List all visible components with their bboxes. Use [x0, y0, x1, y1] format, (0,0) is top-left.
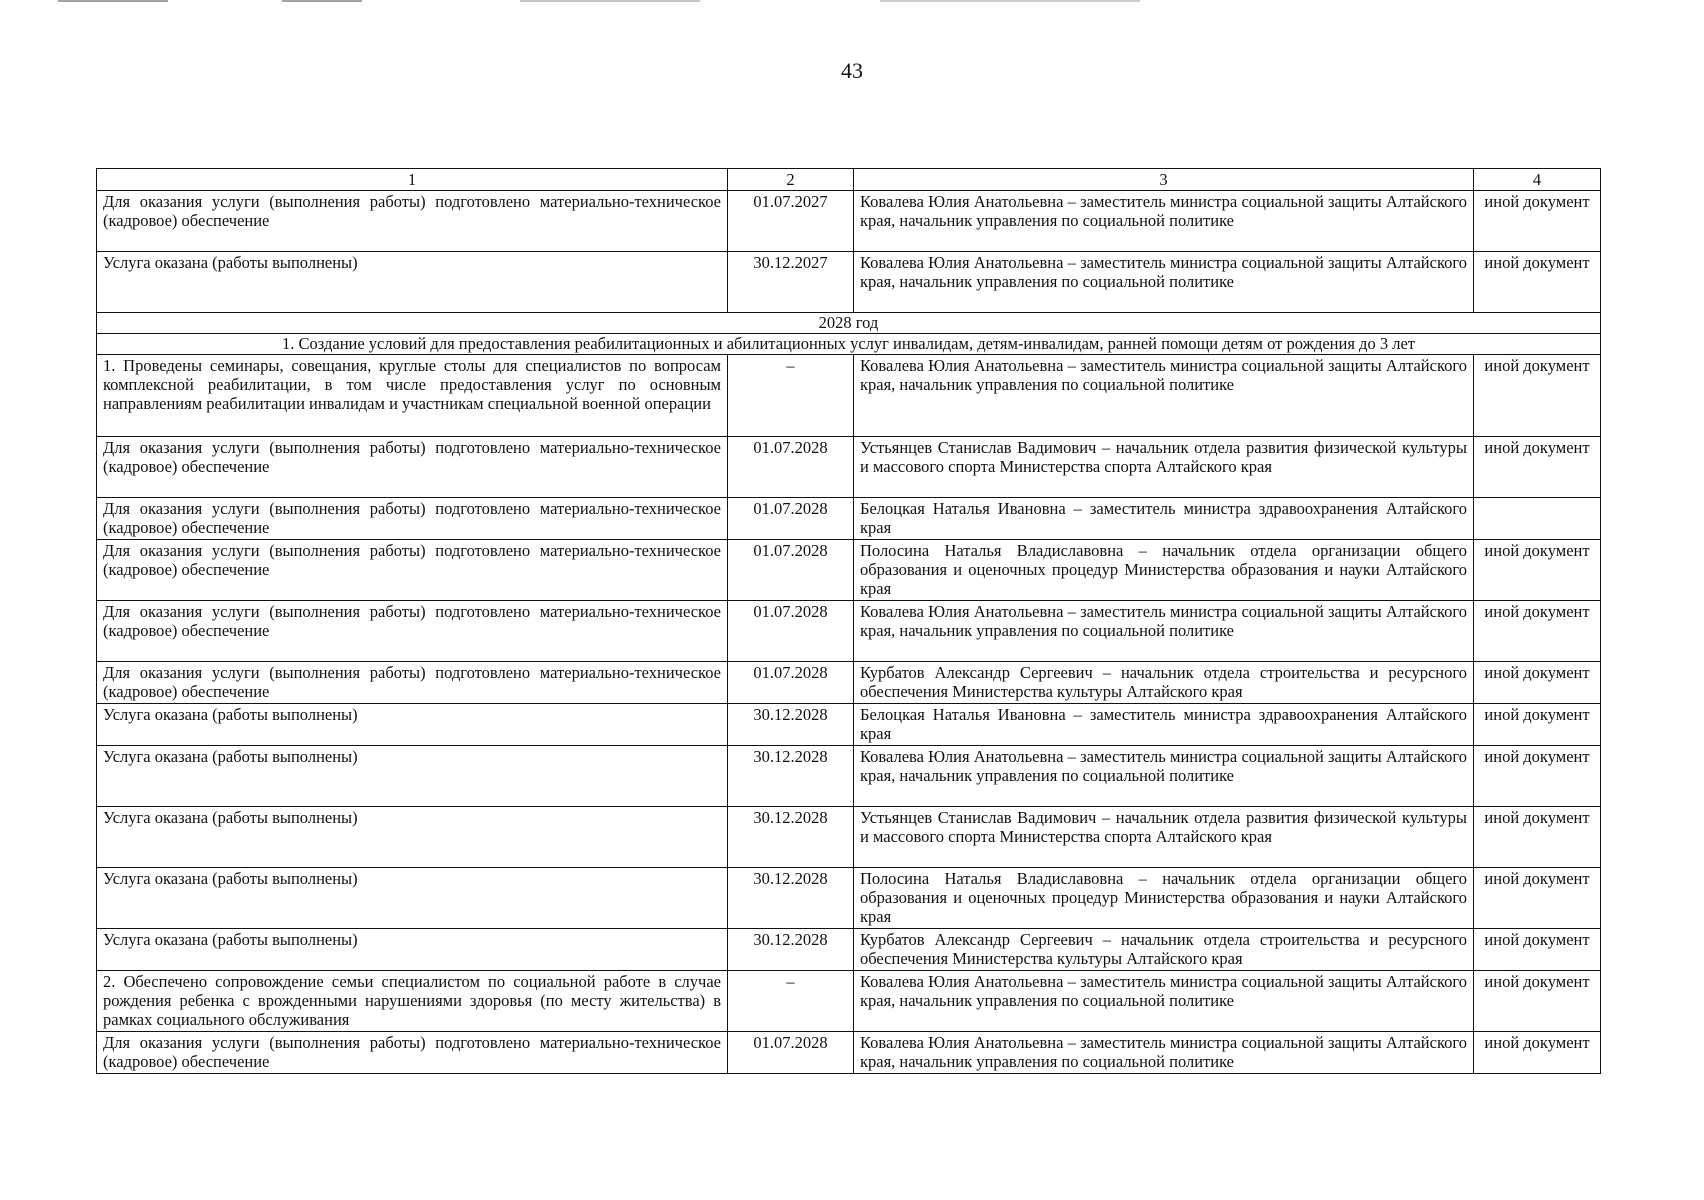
date-cell: 01.07.2028 [728, 540, 854, 601]
document-type-cell: иной документ [1474, 191, 1601, 252]
responsible-cell: Устьянцев Станислав Вадимович – начальник отдела развития физической культуры и массового спорта Министерства спорта Алтайского края [854, 807, 1474, 868]
table-row [97, 191, 1601, 252]
responsible-cell: Полосина Наталья Владиславовна – начальник отдела организации общего образования и оценочных процедур Министерства образования и науки Алтайского края [854, 540, 1474, 601]
table-row [97, 601, 1601, 662]
date-cell: 01.07.2028 [728, 498, 854, 540]
table-row [97, 540, 1601, 601]
responsible-cell: Белоцкая Наталья Ивановна – заместитель министра здравоохранения Алтайского края [854, 498, 1474, 540]
table-row [97, 498, 1601, 540]
date-cell: 30.12.2028 [728, 868, 854, 929]
responsible-cell: Ковалева Юлия Анатольевна – заместитель министра социальной защиты Алтайского края, начальник управления по социальной политике [854, 601, 1474, 662]
column-header-4: 4 [1474, 169, 1601, 191]
responsible-cell: Ковалева Юлия Анатольевна – заместитель министра социальной защиты Алтайского края, начальник управления по социальной политике [854, 1032, 1474, 1074]
responsible-cell: Ковалева Юлия Анатольевна – заместитель министра социальной защиты Алтайского края, начальник управления по социальной политике [854, 355, 1474, 437]
result-cell: Услуга оказана (работы выполнены) [97, 807, 728, 868]
document-type-cell: иной документ [1474, 662, 1601, 704]
section-title: 2028 год [97, 313, 1601, 334]
date-cell: – [728, 971, 854, 1032]
date-cell: 30.12.2028 [728, 929, 854, 971]
table-row [97, 355, 1601, 437]
result-cell: 2. Обеспечено сопровождение семьи специалистом по социальной работе в случае рождения ребенка с врожденными нарушениями здоровья (по месту жительства) в рамках социального обслуживания [97, 971, 728, 1032]
document-type-cell: иной документ [1474, 971, 1601, 1032]
table-row [97, 929, 1601, 971]
responsible-cell: Курбатов Александр Сергеевич – начальник отдела строительства и ресурсного обеспечения Министерства культуры Алтайского края [854, 929, 1474, 971]
document-type-cell: иной документ [1474, 437, 1601, 498]
section-row [97, 334, 1601, 355]
table-header-row [97, 169, 1601, 191]
document-type-cell: иной документ [1474, 929, 1601, 971]
document-type-cell: иной документ [1474, 868, 1601, 929]
responsible-cell: Ковалева Юлия Анатольевна – заместитель министра социальной защиты Алтайского края, начальник управления по социальной политике [854, 252, 1474, 313]
date-cell: 01.07.2028 [728, 662, 854, 704]
table-row [97, 971, 1601, 1032]
responsible-cell: Ковалева Юлия Анатольевна – заместитель министра социальной защиты Алтайского края, начальник управления по социальной политике [854, 971, 1474, 1032]
date-cell: 30.12.2028 [728, 746, 854, 807]
responsible-cell: Полосина Наталья Владиславовна – начальник отдела организации общего образования и оценочных процедур Министерства образования и науки Алтайского края [854, 868, 1474, 929]
date-cell: 30.12.2028 [728, 807, 854, 868]
document-type-cell: иной документ [1474, 1032, 1601, 1074]
document-type-cell: иной документ [1474, 807, 1601, 868]
table-row [97, 437, 1601, 498]
result-cell: Для оказания услуги (выполнения работы) подготовлено материально-техническое (кадровое) обеспечение [97, 1032, 728, 1074]
result-cell: Услуга оказана (работы выполнены) [97, 929, 728, 971]
table-row [97, 807, 1601, 868]
section-row [97, 313, 1601, 334]
table-row [97, 868, 1601, 929]
document-type-cell: иной документ [1474, 704, 1601, 746]
responsible-cell: Белоцкая Наталья Ивановна – заместитель министра здравоохранения Алтайского края [854, 704, 1474, 746]
date-cell: 01.07.2028 [728, 1032, 854, 1074]
plan-table [96, 168, 1601, 1074]
table-row [97, 704, 1601, 746]
date-cell: 30.12.2028 [728, 704, 854, 746]
document-type-cell: иной документ [1474, 540, 1601, 601]
table-row [97, 252, 1601, 313]
result-cell: 1. Проведены семинары, совещания, круглые столы для специалистов по вопросам комплексной реабилитации, в том числе предоставления услуг по основным направлениям реабилитации инвалидам и участникам специальной военной операции [97, 355, 728, 437]
date-cell: 01.07.2028 [728, 437, 854, 498]
result-cell: Для оказания услуги (выполнения работы) подготовлено материально-техническое (кадровое) обеспечение [97, 191, 728, 252]
result-cell: Услуга оказана (работы выполнены) [97, 252, 728, 313]
date-cell: 30.12.2027 [728, 252, 854, 313]
result-cell: Для оказания услуги (выполнения работы) подготовлено материально-техническое (кадровое) обеспечение [97, 540, 728, 601]
date-cell: – [728, 355, 854, 437]
date-cell: 01.07.2027 [728, 191, 854, 252]
result-cell: Для оказания услуги (выполнения работы) подготовлено материально-техническое (кадровое) обеспечение [97, 662, 728, 704]
responsible-cell: Ковалева Юлия Анатольевна – заместитель министра социальной защиты Алтайского края, начальник управления по социальной политике [854, 191, 1474, 252]
result-cell: Услуга оказана (работы выполнены) [97, 868, 728, 929]
section-title: 1. Создание условий для предоставления реабилитационных и абилитационных услуг инвалидам, детям-инвалидам, ранней помощи детям от рождения до 3 лет [97, 334, 1601, 355]
column-header-1: 1 [97, 169, 728, 191]
document-type-cell: иной документ [1474, 252, 1601, 313]
table-row [97, 746, 1601, 807]
date-cell: 01.07.2028 [728, 601, 854, 662]
result-cell: Для оказания услуги (выполнения работы) подготовлено материально-техническое (кадровое) обеспечение [97, 437, 728, 498]
result-cell: Для оказания услуги (выполнения работы) подготовлено материально-техническое (кадровое) обеспечение [97, 601, 728, 662]
page-number: 43 [841, 58, 863, 83]
column-header-3: 3 [854, 169, 1474, 191]
responsible-cell: Курбатов Александр Сергеевич – начальник отдела строительства и ресурсного обеспечения Министерства культуры Алтайского края [854, 662, 1474, 704]
document-type-cell [1474, 498, 1601, 540]
document-type-cell: иной документ [1474, 601, 1601, 662]
result-cell: Услуга оказана (работы выполнены) [97, 746, 728, 807]
table-row [97, 1032, 1601, 1074]
document-type-cell: иной документ [1474, 355, 1601, 437]
result-cell: Услуга оказана (работы выполнены) [97, 704, 728, 746]
result-cell: Для оказания услуги (выполнения работы) подготовлено материально-техническое (кадровое) обеспечение [97, 498, 728, 540]
table-row [97, 662, 1601, 704]
responsible-cell: Устьянцев Станислав Вадимович – начальник отдела развития физической культуры и массового спорта Министерства спорта Алтайского края [854, 437, 1474, 498]
responsible-cell: Ковалева Юлия Анатольевна – заместитель министра социальной защиты Алтайского края, начальник управления по социальной политике [854, 746, 1474, 807]
document-type-cell: иной документ [1474, 746, 1601, 807]
column-header-2: 2 [728, 169, 854, 191]
